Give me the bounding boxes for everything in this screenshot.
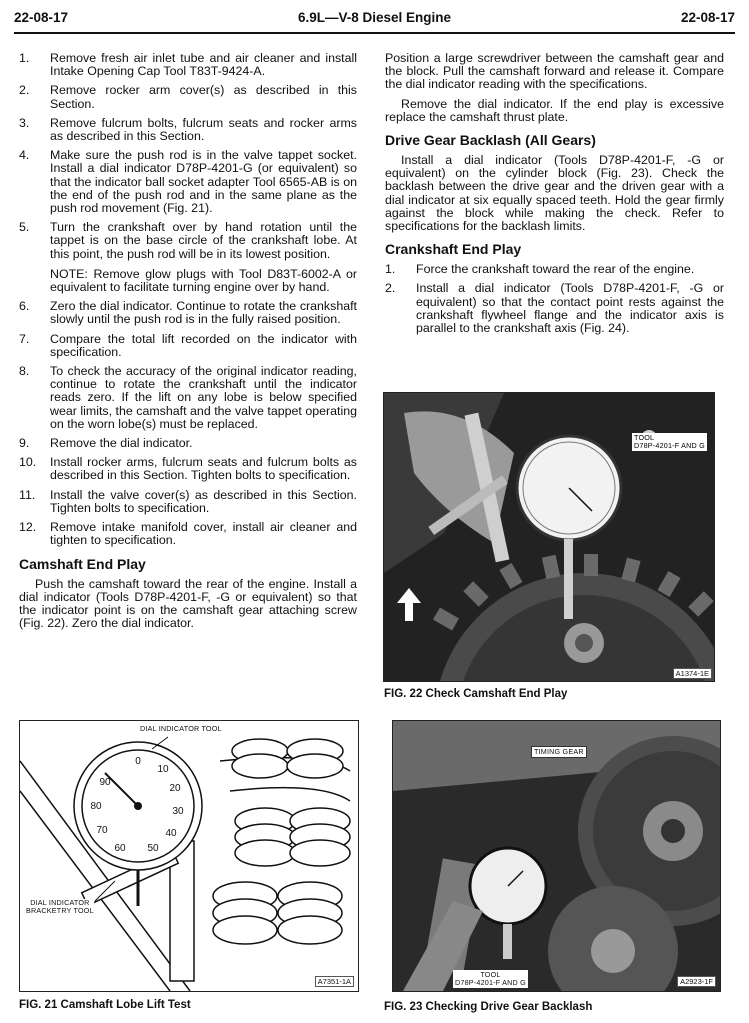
dial-number: 60 — [114, 843, 126, 854]
fig21-dial-label: DIAL INDICATOR TOOL — [140, 724, 222, 733]
step-text: Install rocker arms, fulcrum seats and fulcrum bolts as described in this Section. Tighten bolts to specification. — [50, 455, 357, 483]
fig23-timing-gear-label: TIMING GEAR — [531, 746, 587, 758]
step-number: 6. — [19, 299, 30, 314]
step-number: 9. — [19, 436, 30, 451]
screwdriver-paragraph: Position a large screwdriver between the camshaft gear and the block. Pull the camshaft forward and release it. Compare the dial indicator reading with the specifications. — [385, 51, 724, 92]
label-line: D78P-4201-F AND G — [634, 441, 705, 450]
step-text: Make sure the push rod is in the valve tappet socket. Install a dial indicator D78P-4201-G (or equivalent) so that the indicator ball socket adapter Tool 6565-AB is on the end of the push rod and in the same plane as the push rod movement (Fig. 21). — [50, 148, 357, 216]
step-item — [19, 365, 357, 431]
fig23-photo — [392, 720, 721, 992]
step-text: Remove intake manifold cover, install air cleaner and tighten to specification. — [50, 520, 357, 548]
fig23-tool-label — [453, 970, 528, 988]
step-item — [19, 84, 357, 110]
left-column — [19, 52, 357, 636]
fig23-illustration — [393, 721, 720, 991]
step-text: Force the crankshaft toward the rear of the engine. — [416, 262, 695, 277]
dial-number: 40 — [165, 828, 177, 839]
label-line: D78P-4201-F AND G — [455, 978, 526, 987]
fig23-caption: FIG. 23 Checking Drive Gear Backlash — [384, 1001, 593, 1013]
step-number: 2. — [19, 83, 30, 98]
step-item — [385, 263, 724, 276]
fig21-code: A7351-1A — [315, 976, 354, 987]
step-text: To check the accuracy of the original indicator reading, continue to rotate the crankshaft until the indicator reads zero. If the lift on any lobe is below specified wear limits, the camshaft and the valve tappet operating on the worn lobe(s) must be replaced. — [50, 364, 357, 431]
thrust-plate-paragraph: Remove the dial indicator. If the end play is excessive replace the camshaft thrust plate. — [385, 96, 724, 124]
step-number: 3. — [19, 115, 30, 130]
step-number: 2. — [385, 281, 396, 296]
label-line: BRACKETRY TOOL — [26, 906, 94, 915]
camshaft-lobe-lift-steps — [19, 52, 357, 548]
dial-number: 90 — [99, 777, 111, 788]
step-number: 1. — [385, 262, 396, 277]
step-number: 10. — [19, 455, 37, 470]
step-text: Remove fulcrum bolts, fulcrum seats and rocker arms as described in this Section. — [50, 115, 357, 144]
step-item — [19, 437, 357, 450]
camshaft-end-play-heading: Camshaft End Play — [19, 555, 146, 572]
dial-number: 50 — [147, 843, 159, 854]
fig22-photo — [383, 392, 715, 682]
step-text: Remove rocker arm cover(s) as described in this Section. — [50, 83, 357, 111]
crankshaft-end-play-heading: Crankshaft End Play — [385, 241, 522, 258]
right-column — [385, 52, 724, 341]
header-rule — [14, 32, 735, 34]
step-item — [19, 300, 357, 326]
fig22-caption: FIG. 22 Check Camshaft End Play — [384, 688, 568, 700]
step-number: 8. — [19, 364, 30, 379]
dial-number: 80 — [90, 801, 102, 812]
dial-number: 0 — [135, 756, 141, 767]
step-number: 4. — [19, 148, 30, 163]
step-text: Compare the total lift recorded on the indicator with specification. — [50, 331, 357, 359]
drive-gear-backlash-paragraph: Install a dial indicator (Tools D78P-4201-F, -G or equivalent) on the cylinder block (Fig. 23). Check the backlash between the drive gear and the driven gear with a dial indicator at six equally spaced teeth. Hold the gear firmly against the block while making the check. Refer to specifications for the backlash limits. — [385, 153, 724, 234]
fig23-code: A2923-1F — [677, 976, 716, 987]
step-number: 11. — [19, 487, 36, 502]
fig22-code: A1374-1E — [673, 668, 712, 679]
step-item — [19, 521, 357, 547]
step-number: 7. — [19, 331, 30, 346]
step-number: 5. — [19, 220, 30, 235]
step-text: Install a dial indicator (Tools D78P-4201-F, -G or equivalent) so that the contact point rests against the crankshaft flywheel flange and the indicator axis is parallel to the crankshaft axis (Fig. 24). — [416, 281, 724, 336]
step-item — [385, 282, 724, 335]
step-text: Zero the dial indicator. Continue to rotate the crankshaft slowly until the push rod is in the fully raised position. — [50, 299, 357, 327]
step-item — [19, 52, 357, 78]
step-number: 1. — [19, 51, 30, 65]
fig21-illustration — [20, 721, 358, 991]
dial-number: 30 — [172, 806, 184, 817]
dial-number: 70 — [96, 825, 108, 836]
fig21-bracketry-label — [26, 899, 94, 915]
step-text: Turn the crankshaft over by hand rotation until the tappet is on the base circle of the crankshaft lobe. At this point, the push rod will be in its lowest position. — [50, 220, 357, 261]
page-number-right: 22-08-17 — [680, 10, 735, 25]
step-item — [19, 149, 357, 215]
page-number-left: 22-08-17 — [14, 10, 69, 25]
step-text: Remove the dial indicator. — [50, 436, 193, 451]
step-item — [19, 117, 357, 143]
fig22-tool-label — [632, 433, 707, 451]
step-item — [19, 333, 357, 359]
step-item — [19, 489, 357, 515]
step-note: NOTE: Remove glow plugs with Tool D83T-6002-A or equivalent to facilitate turning engine over by hand. — [50, 266, 357, 295]
step-number: 12. — [19, 520, 37, 535]
drive-gear-backlash-heading: Drive Gear Backlash (All Gears) — [385, 132, 596, 149]
label-line: DIAL INDICATOR — [30, 898, 90, 907]
crankshaft-end-play-steps — [385, 263, 724, 335]
step-text: Install the valve cover(s) as described in this Section. Tighten bolts to specification. — [50, 487, 357, 515]
label-line: TOOL — [480, 970, 501, 979]
step-item — [19, 456, 357, 482]
fig21-caption: FIG. 21 Camshaft Lobe Lift Test — [19, 999, 191, 1011]
step-text: Remove fresh air inlet tube and air cleaner and install Intake Opening Cap Tool T83T-9424-A. — [50, 51, 357, 79]
dial-number: 10 — [157, 764, 169, 775]
page-title: 6.9L—V-8 Diesel Engine — [297, 10, 452, 25]
step-item — [19, 221, 357, 294]
camshaft-end-play-paragraph: Push the camshaft toward the rear of the engine. Install a dial indicator (Tools D78P-4201-F, -G or equivalent) so that the indicator point is on the camshaft gear attaching screw (Fig. 22). Zero the dial indicator. — [19, 576, 357, 631]
dial-number: 20 — [169, 783, 181, 794]
label-line: TOOL — [634, 433, 655, 442]
page-header — [14, 10, 735, 30]
fig21-drawing — [19, 720, 359, 992]
